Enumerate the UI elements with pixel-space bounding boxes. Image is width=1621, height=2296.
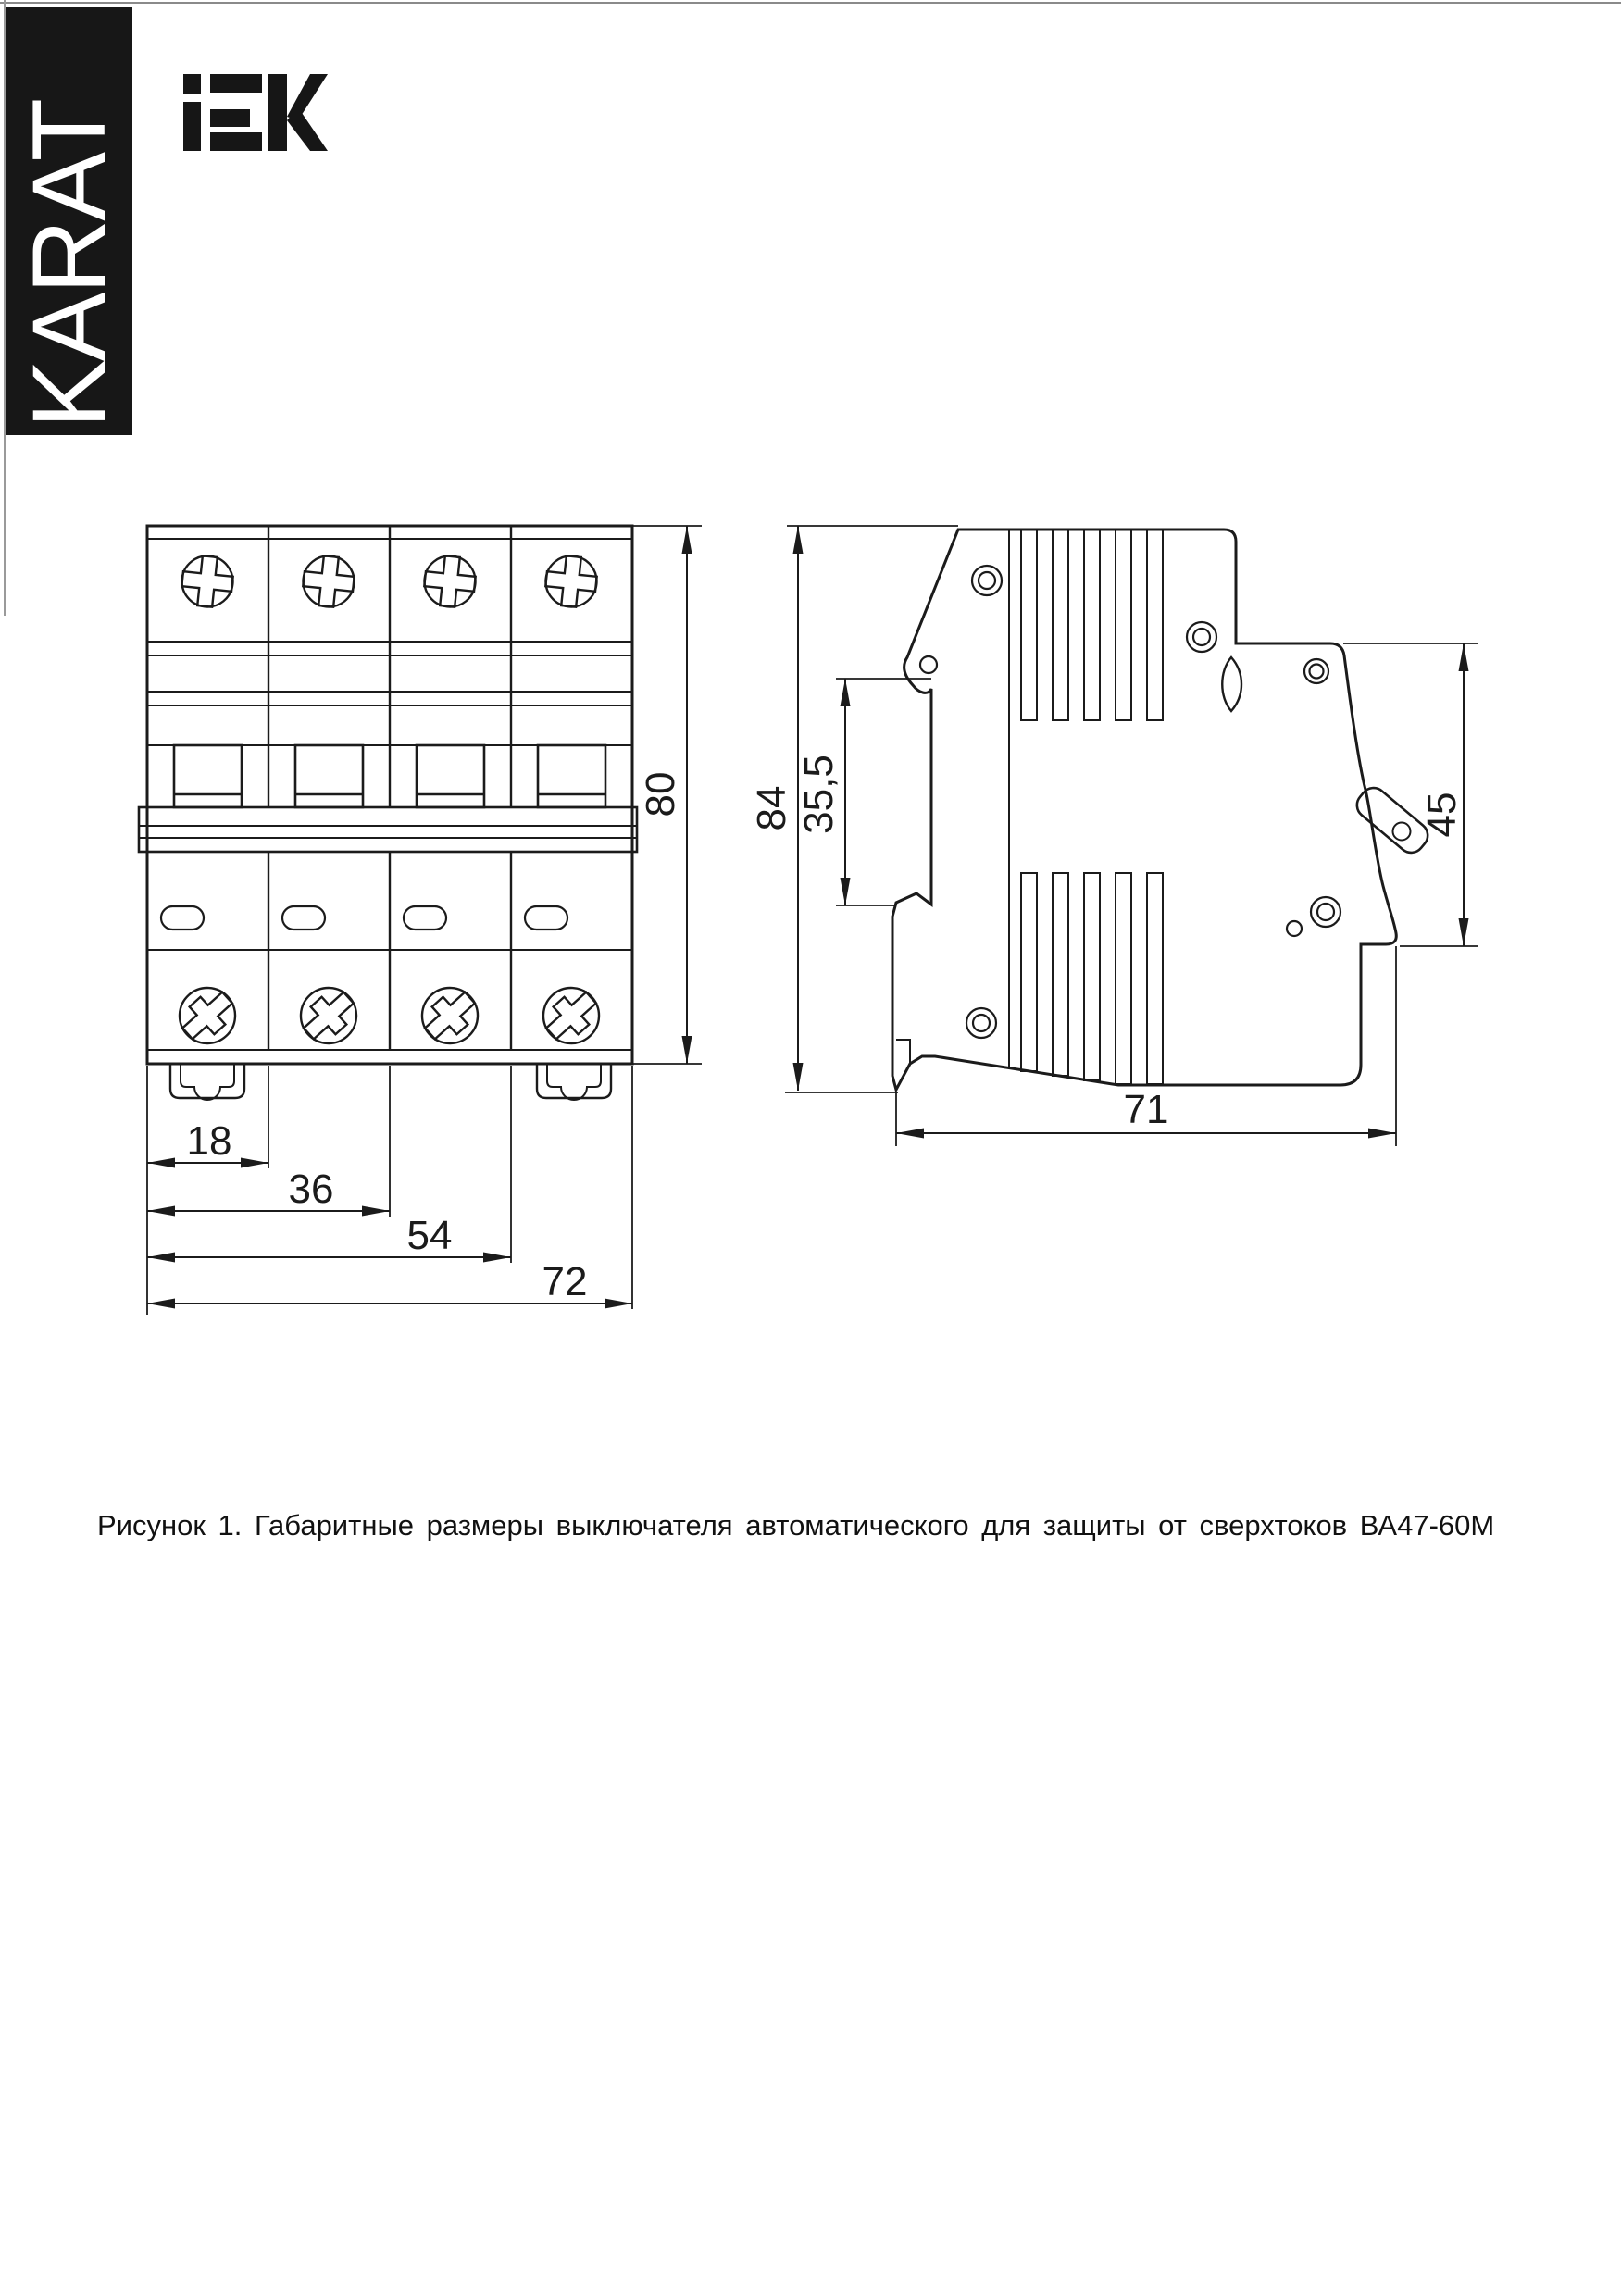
pole-dividers <box>268 526 511 1050</box>
marking-windows <box>161 906 567 930</box>
vent-slats-bottom <box>1021 873 1163 1084</box>
dim-35-5-label: 35,5 <box>796 755 842 834</box>
front-view <box>139 526 637 1100</box>
dim-54-label: 54 <box>406 1213 453 1258</box>
dim-84-label: 84 <box>749 785 794 831</box>
rail-strip <box>139 807 637 852</box>
curved-vent-slot <box>1222 657 1241 711</box>
side-body-outline <box>892 530 1396 1090</box>
figure-caption: Рисунок 1. Габаритные размеры выключателя автоматического для защиты от сверхтоков ВА47-60М <box>97 1509 1495 1541</box>
dim-36-label: 36 <box>288 1167 334 1212</box>
dim-72-label: 72 <box>542 1259 588 1304</box>
side-view <box>892 530 1433 1090</box>
dim-18-label: 18 <box>186 1118 232 1164</box>
dim-80-label: 80 <box>638 771 683 817</box>
series-label: KARAT <box>11 99 128 429</box>
dim-45-label: 45 <box>1419 792 1465 838</box>
din-tabs <box>170 1064 611 1100</box>
clip-step-detail <box>896 1040 910 1064</box>
dim-71-label: 71 <box>1123 1087 1169 1132</box>
vent-slats-top <box>1021 530 1163 720</box>
